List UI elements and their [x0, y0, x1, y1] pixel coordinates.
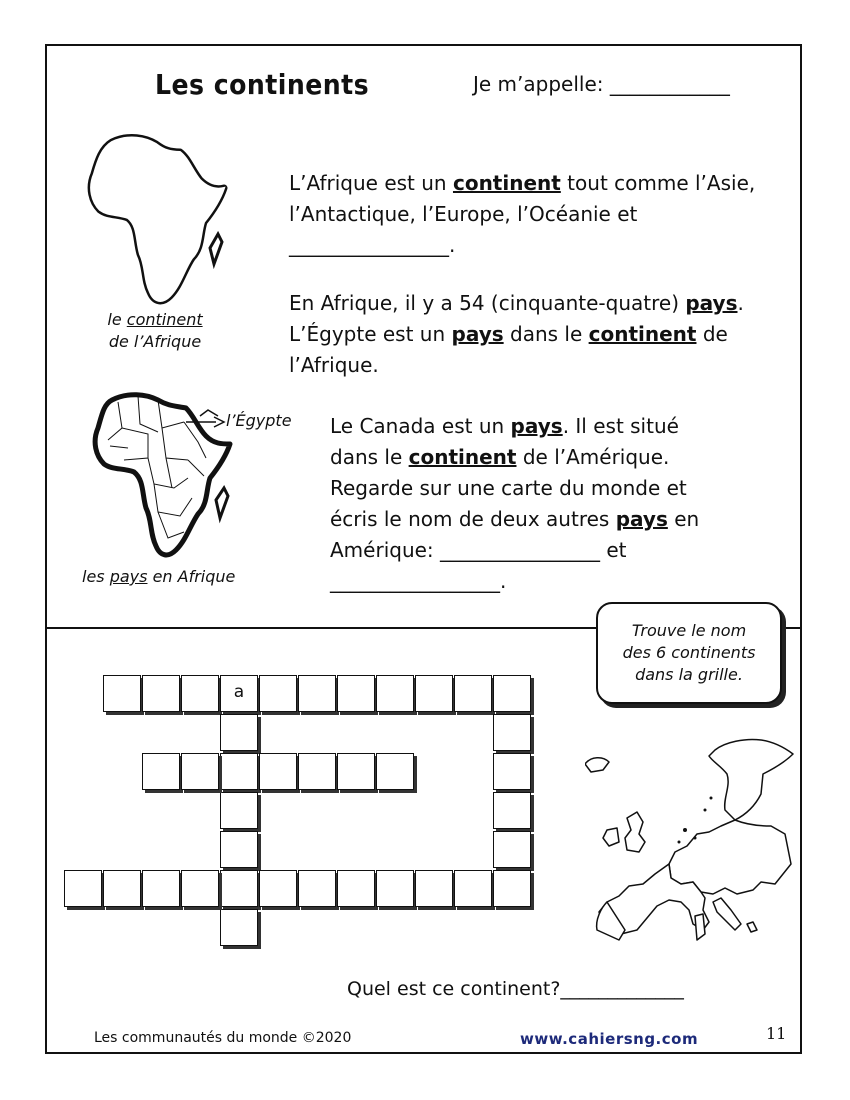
crossword-cell[interactable]: [298, 675, 336, 712]
footer-website-link[interactable]: www.cahiersng.com: [520, 1030, 699, 1048]
crossword-cell[interactable]: [376, 675, 414, 712]
keyword: pays: [451, 322, 504, 346]
crossword-cell[interactable]: [220, 870, 258, 907]
crossword-cell[interactable]: [376, 870, 414, 907]
crossword-cell[interactable]: [415, 675, 453, 712]
crossword-cell[interactable]: [259, 675, 297, 712]
crossword-cell[interactable]: [493, 831, 531, 868]
keyword: continent: [452, 171, 561, 195]
crossword-cell[interactable]: [142, 753, 180, 790]
crossword-cell[interactable]: [220, 753, 258, 790]
keyword: pays: [685, 291, 738, 315]
footer-copyright: Les communautés du monde ©2020: [94, 1030, 352, 1046]
crossword-cell[interactable]: [220, 909, 258, 946]
keyword: pays: [615, 507, 668, 531]
arrow-icon: [186, 415, 226, 429]
crossword-cell[interactable]: a: [220, 675, 258, 712]
paragraph-egypt: En Afrique, il y a 54 (cinquante-quatre) pays. L’Égypte est un pays dans le continent de l’Afrique.: [289, 291, 744, 377]
crossword-cell[interactable]: [220, 714, 258, 751]
keyword: continent: [588, 322, 697, 346]
crossword-cell[interactable]: [337, 675, 375, 712]
name-field[interactable]: Je m’appelle: ____________: [473, 72, 730, 96]
keyword: continent: [408, 445, 517, 469]
crossword-cell[interactable]: [376, 753, 414, 790]
crossword-cell[interactable]: [337, 753, 375, 790]
crossword-cell[interactable]: [142, 870, 180, 907]
paragraph-africa: L’Afrique est un continent tout comme l’Asie, l’Antactique, l’Europe, l’Océanie et ________________.: [289, 171, 756, 257]
crossword-cell[interactable]: [493, 870, 531, 907]
egypt-label: l’Égypte: [226, 411, 292, 430]
crossword-cell[interactable]: [220, 792, 258, 829]
paragraph-canada: Le Canada est un pays. Il est situé dans le continent de l’Amérique. Regarde sur une carte du monde et écris le nom de deux autres pays en Amérique: ________________ et _________________.: [330, 414, 700, 593]
africa-continent-map: [84, 130, 234, 310]
crossword-cell[interactable]: [493, 714, 531, 751]
crossword-cell[interactable]: [181, 753, 219, 790]
crossword-cell[interactable]: [493, 753, 531, 790]
instruction-callout: Trouve le nom des 6 continents dans la grille.: [596, 602, 782, 704]
crossword-cell[interactable]: [493, 792, 531, 829]
crossword-cell[interactable]: [298, 753, 336, 790]
europe-map: [585, 734, 800, 954]
continent-question: Quel est ce continent?_____________: [347, 978, 684, 1000]
crossword-cell[interactable]: [103, 870, 141, 907]
crossword-cell[interactable]: [259, 753, 297, 790]
crossword-cell[interactable]: [142, 675, 180, 712]
crossword-cell[interactable]: [181, 675, 219, 712]
page-title: Les continents: [155, 68, 370, 101]
crossword-cell[interactable]: [64, 870, 102, 907]
crossword-cell[interactable]: [493, 675, 531, 712]
crossword-cell[interactable]: [259, 870, 297, 907]
crossword-cell[interactable]: [298, 870, 336, 907]
crossword-cell[interactable]: [454, 870, 492, 907]
page-number: 11: [766, 1024, 787, 1043]
crossword-cell[interactable]: [454, 675, 492, 712]
caption-countries: les pays en Afrique: [82, 567, 236, 586]
crossword-cell[interactable]: [337, 870, 375, 907]
crossword-cell[interactable]: [103, 675, 141, 712]
crossword-cell[interactable]: [220, 831, 258, 868]
africa-countries-map: [88, 388, 238, 560]
caption-continent: le continent de l’Afrique: [107, 310, 203, 351]
keyword: pays: [510, 414, 563, 438]
crossword-cell[interactable]: [415, 870, 453, 907]
crossword-cell[interactable]: [181, 870, 219, 907]
